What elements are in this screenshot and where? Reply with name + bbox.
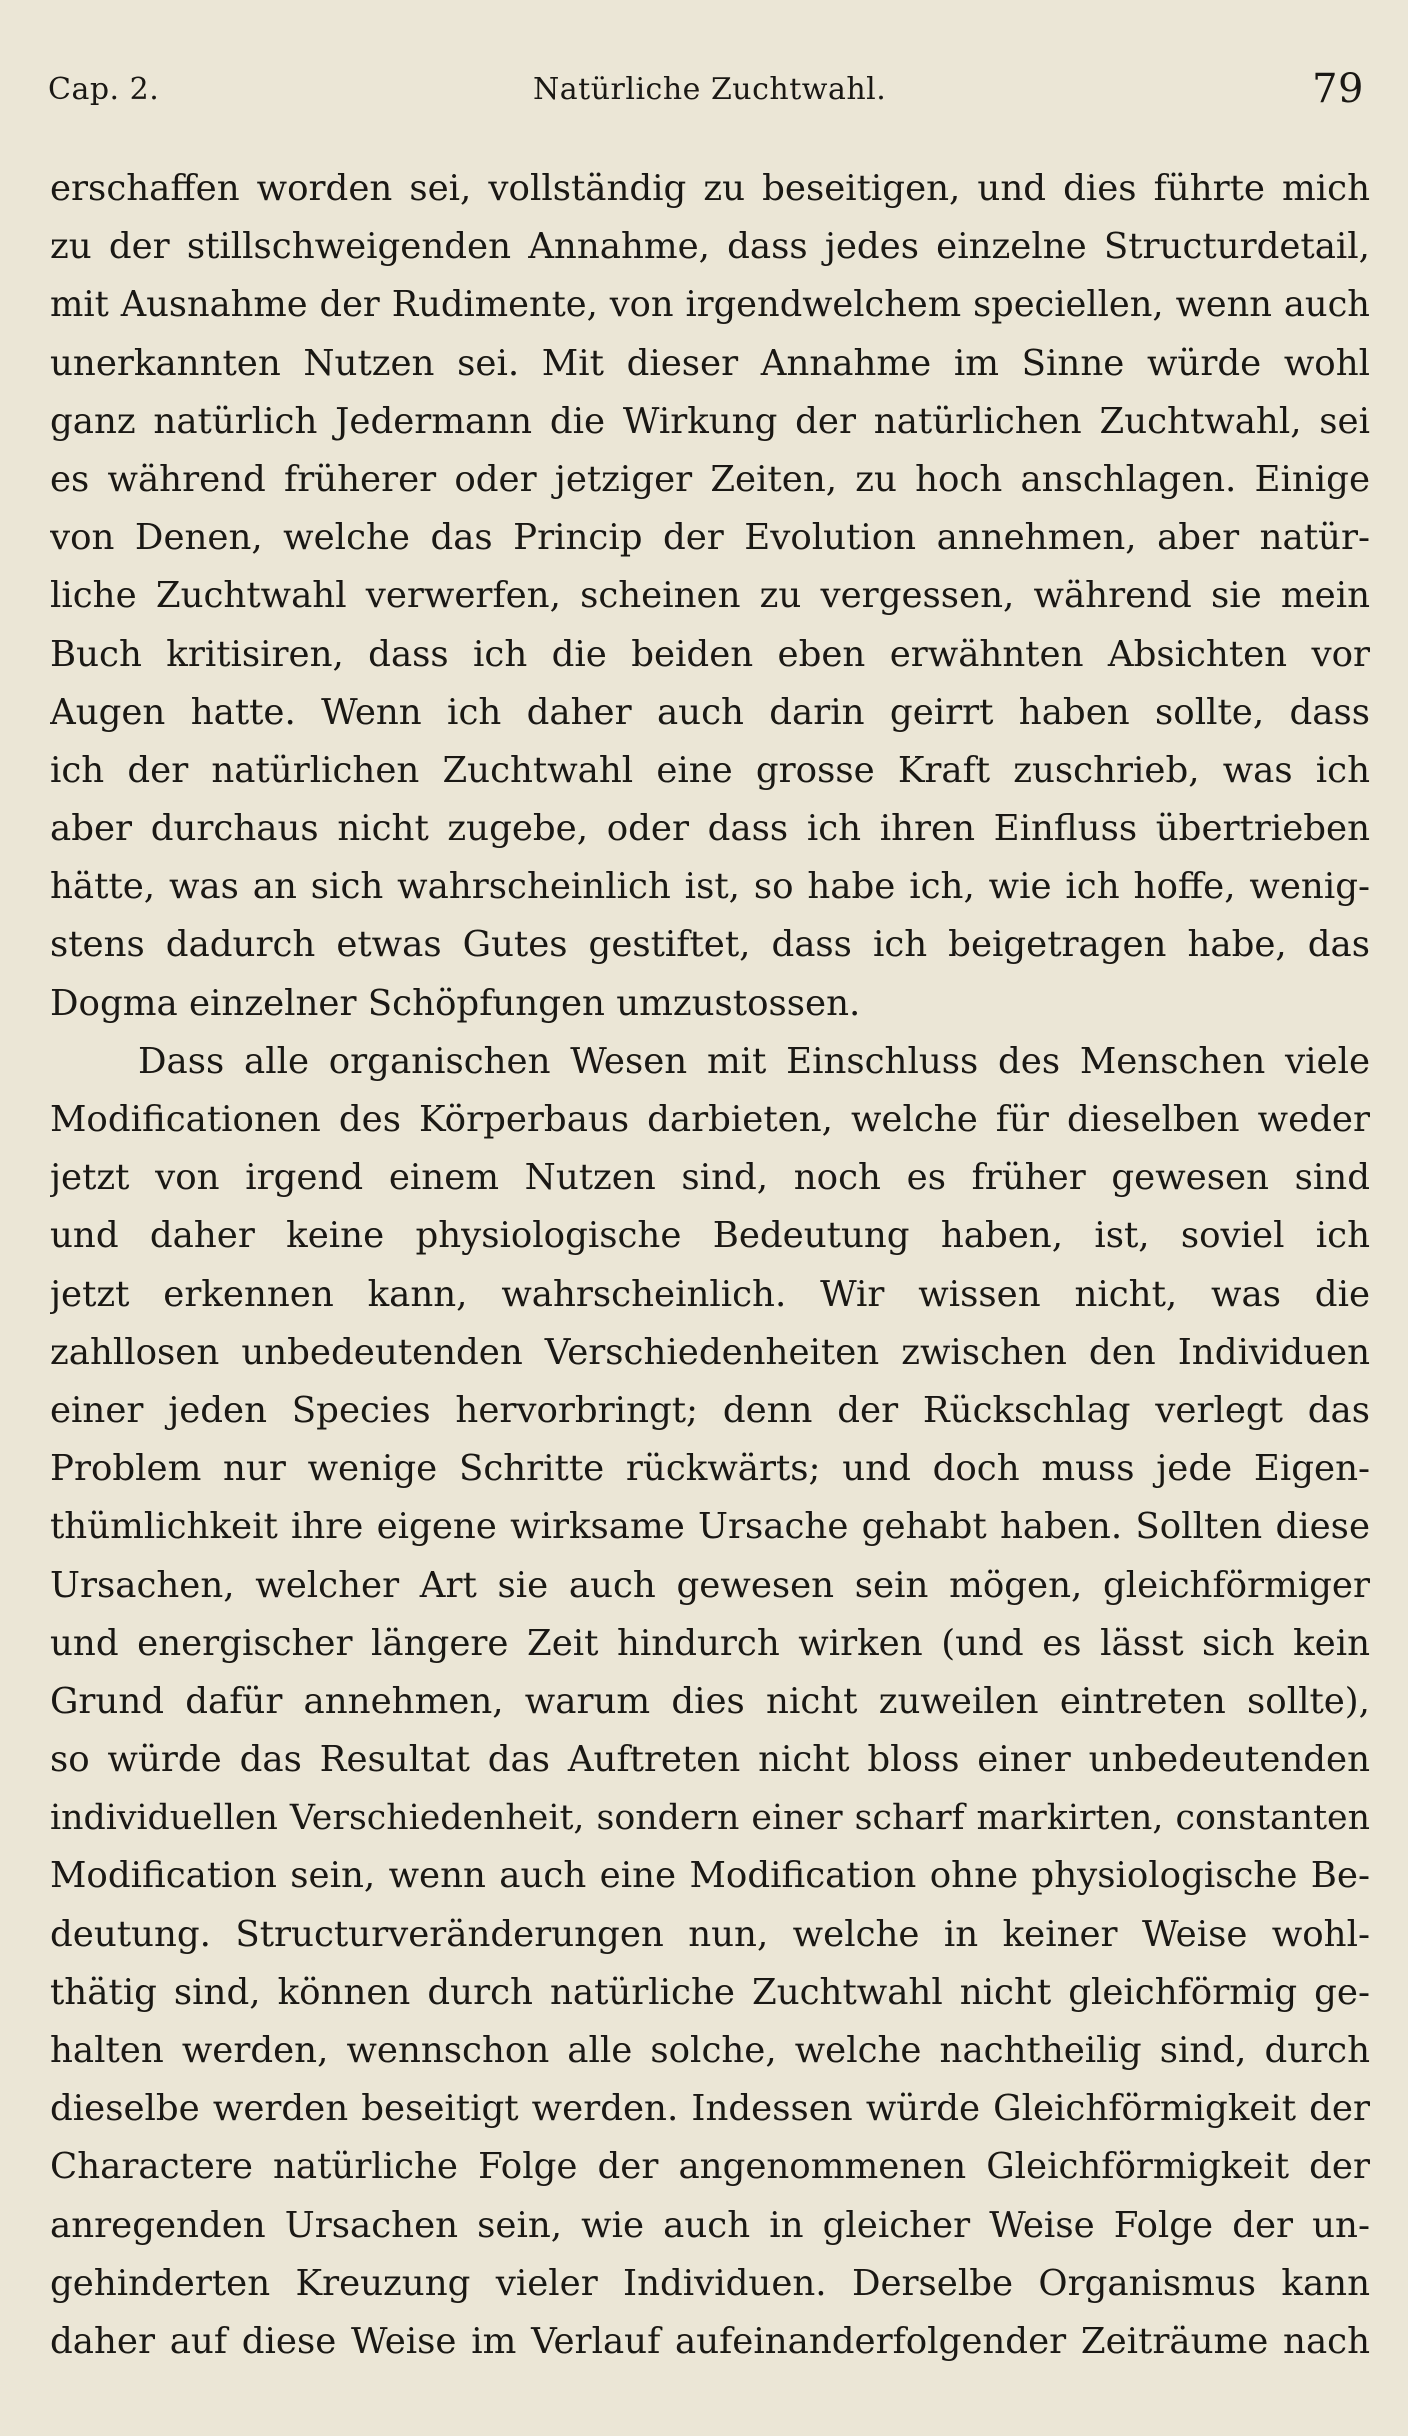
text-line: zahllosen unbedeutenden Verschiedenheiten zwischen den Individuen [50,1331,1370,1373]
text-line: es während früherer oder jetziger Zeiten, zu hoch anschlagen. Einige [50,458,1370,500]
running-head [48,66,1372,116]
text-line: halten werden, wennschon alle solche, welche nachtheilig sind, durch [50,2030,1370,2071]
text-line: mit Ausnahme der Rudimente, von irgendwelchem speciellen, wenn auch [50,284,1370,326]
text-line: deutung. Structurveränderungen nun, welche in keiner Weise wohl- [50,1913,1370,1955]
text-line: dieselbe werden beseitigt werden. Indessen würde Gleichförmigkeit der [50,2088,1370,2130]
text-line: erschaffen worden sei, vollständig zu beseitigen, und dies führte mich [50,168,1370,209]
paragraph-end-line: Dogma einzelner Schöpfungen umzustossen. [50,982,861,1024]
text-line: einer jeden Species hervorbringt; denn der Rückschlag verlegt das [50,1389,1370,1431]
text-line: so würde das Resultat das Auftreten nicht bloss einer unbedeutenden [50,1739,1370,1781]
text-line: unerkannten Nutzen sei. Mit dieser Annahme im Sinne würde wohl [50,342,1370,384]
text-line: Buch kritisiren, dass ich die beiden eben erwähnten Absichten vor [50,633,1370,675]
text-line: ganz natürlich Jedermann die Wirkung der natürlichen Zuchtwahl, sei [50,400,1370,442]
text-line: daher auf diese Weise im Verlauf aufeinanderfolgender Zeiträume nach [50,2320,1370,2362]
text-line: Charactere natürliche Folge der angenommenen Gleichförmigkeit der [50,2146,1370,2188]
running-title: Natürliche Zuchtwahl. [533,72,887,107]
text-line: Problem nur wenige Schritte rückwärts; und doch muss jede Eigen- [50,1448,1370,1490]
text-line: zu der stillschweigenden Annahme, dass jedes einzelne Structurdetail, [50,226,1370,268]
text-line: und daher keine physiologische Bedeutung haben, ist, soviel ich [50,1215,1370,1257]
text-line: Ursachen, welcher Art sie auch gewesen sein mögen, gleichförmiger [50,1564,1370,1606]
paragraph-start-line: Dass alle organischen Wesen mit Einschluss des Menschen viele [138,1040,1370,1082]
text-line: gehinderten Kreuzung vieler Individuen. Derselbe Organismus kann [50,2262,1370,2304]
text-line: anregenden Ursachen sein, wie auch in gleicher Weise Folge der un- [50,2204,1370,2246]
text-line: thümlichkeit ihre eigene wirksame Ursache gehabt haben. Sollten diese [50,1506,1370,1548]
text-line: Modificationen des Körperbaus darbieten, welche für dieselben weder [50,1099,1370,1140]
text-line: Grund dafür annehmen, warum dies nicht zuweilen eintreten sollte), [50,1680,1370,1722]
body-text [50,160,1370,2371]
text-line: ich der natürlichen Zuchtwahl eine grosse Kraft zuschrieb, was ich [50,749,1370,791]
text-line: jetzt erkennen kann, wahrscheinlich. Wir wissen nicht, was die [50,1273,1370,1315]
text-line: und energischer längere Zeit hindurch wirken (und es lässt sich kein [50,1622,1370,1664]
text-line: jetzt von irgend einem Nutzen sind, noch es früher gewesen sind [50,1157,1370,1199]
text-line: individuellen Verschiedenheit, sondern einer scharf markirten, constanten [50,1798,1370,1839]
text-line: Augen hatte. Wenn ich daher auch darin geirrt haben sollte, dass [50,691,1370,733]
text-line: hätte, was an sich wahrscheinlich ist, so habe ich, wie ich hoffe, wenig- [50,866,1370,908]
text-line: Modification sein, wenn auch eine Modification ohne physiologische Be- [50,1855,1370,1897]
text-line: thätig sind, können durch natürliche Zuchtwahl nicht gleichförmig ge- [50,1971,1370,2013]
text-line: von Denen, welche das Princip der Evolution annehmen, aber natür- [50,517,1370,559]
text-line: aber durchaus nicht zugebe, oder dass ich ihren Einfluss übertrieben [50,808,1370,850]
text-line: liche Zuchtwahl verwerfen, scheinen zu vergessen, während sie mein [50,575,1370,617]
page-number: 79 [1312,66,1364,112]
chapter-label: Cap. 2. [48,72,160,107]
text-line: stens dadurch etwas Gutes gestiftet, dass ich beigetragen habe, das [50,924,1370,966]
